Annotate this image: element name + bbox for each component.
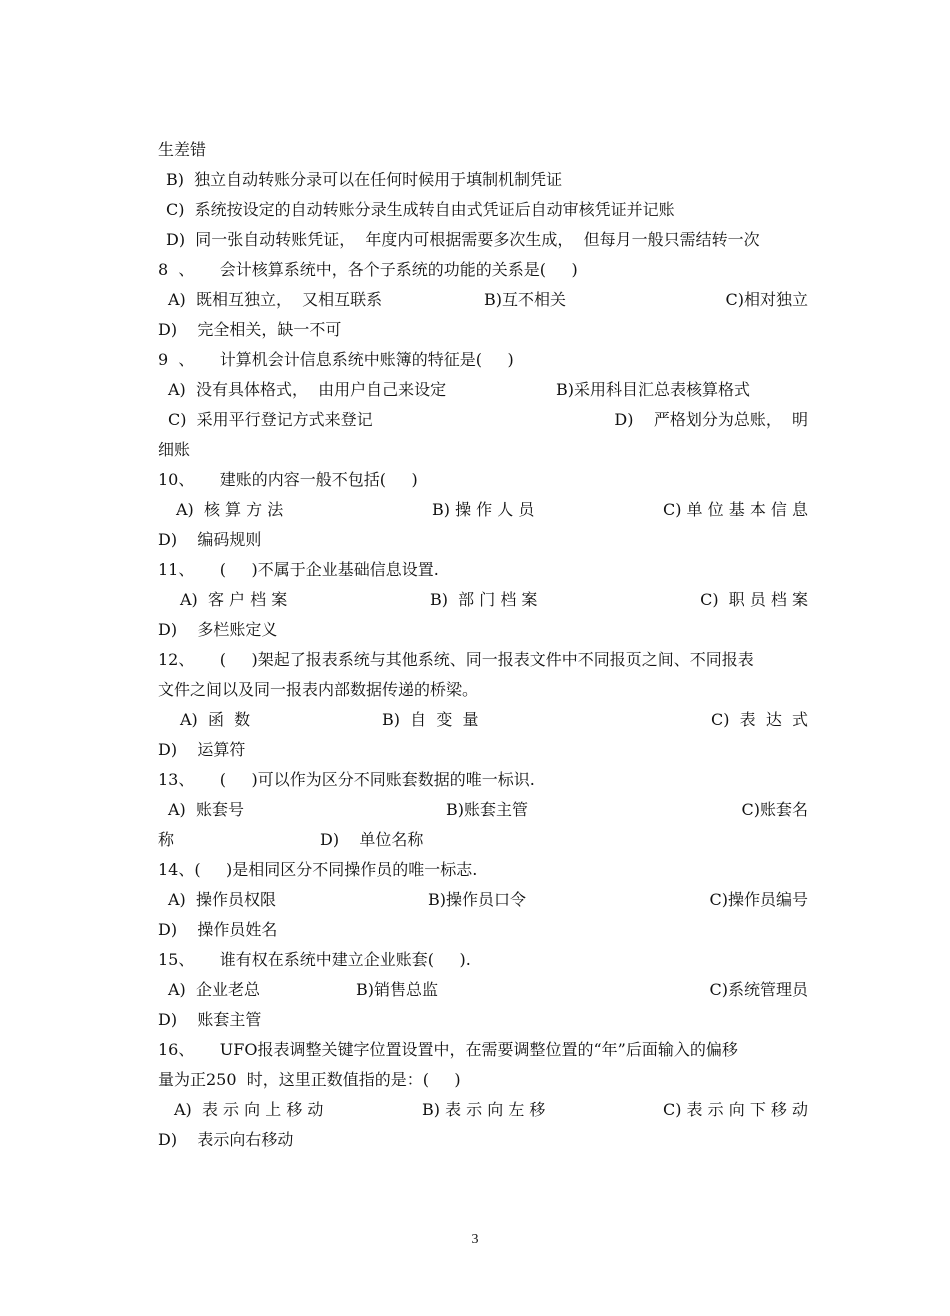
option-b: B)互不相关: [484, 290, 567, 309]
text-line: 称: [158, 830, 175, 849]
option-b: B) 表 示 向 左 移: [422, 1100, 546, 1119]
option-b: B)操作员口令: [428, 890, 527, 909]
option-d: D) 运算符: [158, 740, 246, 759]
option-a: A) 企业老总: [168, 980, 260, 999]
option-c: C)操作员编号: [709, 890, 808, 909]
option-b: B) 操 作 人 员: [432, 500, 535, 519]
option-d: D) 账套主管: [158, 1010, 262, 1029]
question-15: 15、 谁有权在系统中建立企业账套( ).: [158, 950, 471, 969]
option-c: C) 职 员 档 案: [700, 590, 808, 609]
option-d: D) 多栏账定义: [158, 620, 278, 639]
text-line: 生差错: [158, 140, 207, 159]
option-c: C)账套名: [741, 800, 808, 819]
option-b: B) 独立自动转账分录可以在任何时候用于填制机制凭证: [166, 170, 563, 189]
question-13: 13、 ( )可以作为区分不同账套数据的唯一标识.: [158, 770, 535, 789]
option-a: A) 账套号: [168, 800, 244, 819]
option-a: A) 核 算 方 法: [176, 500, 284, 519]
option-c: C) 表 达 式: [710, 710, 808, 729]
option-d: D) 严格划分为总账， 明: [614, 410, 808, 429]
option-a: A) 客 户 档 案: [180, 590, 288, 609]
option-a: A) 没有具体格式， 由用户自己来设定: [168, 380, 447, 399]
option-c: C)相对独立: [725, 290, 808, 309]
text-line: 文件之间以及同一报表内部数据传递的桥梁。: [158, 680, 479, 699]
option-d: D) 单位名称: [320, 830, 424, 849]
option-c: C)系统管理员: [709, 980, 808, 999]
option-b: B) 部 门 档 案: [430, 590, 538, 609]
text-line: 量为正250 时，这里正数值指的是：( ): [158, 1070, 461, 1089]
question-10: 10、 建账的内容一般不包括( ): [158, 470, 418, 489]
option-c: C) 系统按设定的自动转账分录生成转自由式凭证后自动审核凭证并记账: [166, 200, 675, 219]
option-d: D) 操作员姓名: [158, 920, 278, 939]
question-16: 16、 UFO报表调整关键字位置设置中，在需要调整位置的“年”后面输入的偏移: [158, 1040, 738, 1059]
question-12: 12、 ( )架起了报表系统与其他系统、同一报表文件中不同报页之间、不同报表: [158, 650, 754, 669]
option-a: A) 既相互独立， 又相互联系: [168, 290, 383, 309]
option-a: A) 表 示 向 上 移 动: [174, 1100, 324, 1119]
question-11: 11、 ( )不属于企业基础信息设置.: [158, 560, 439, 579]
option-c: C) 单 位 基 本 信 息: [662, 500, 808, 519]
option-c: C) 表 示 向 下 移 动: [662, 1100, 808, 1119]
question-14: 14、( )是相同区分不同操作员的唯一标志.: [158, 860, 478, 879]
question-8: 8 、 会计核算系统中，各个子系统的功能的关系是( ): [158, 260, 578, 279]
option-b: B)账套主管: [446, 800, 529, 819]
option-d: D) 编码规则: [158, 530, 262, 549]
option-d: D) 表示向右移动: [158, 1130, 294, 1149]
option-b: B)销售总监: [356, 980, 439, 999]
option-d: D) 同一张自动转账凭证， 年度内可根据需要多次生成， 但每月一般只需结转一次: [166, 230, 760, 249]
option-b: B) 自 变 量: [382, 710, 479, 729]
option-d: D) 完全相关，缺一不可: [158, 320, 342, 339]
option-a: A) 操作员权限: [168, 890, 276, 909]
text-line: 细账: [158, 440, 191, 459]
option-b: B)采用科目汇总表核算格式: [556, 380, 751, 399]
option-a: A) 函 数: [180, 710, 251, 729]
option-c: C) 采用平行登记方式来登记: [168, 410, 373, 429]
question-9: 9 、 计算机会计信息系统中账簿的特征是( ): [158, 350, 514, 369]
page-number: 3: [471, 1232, 479, 1247]
